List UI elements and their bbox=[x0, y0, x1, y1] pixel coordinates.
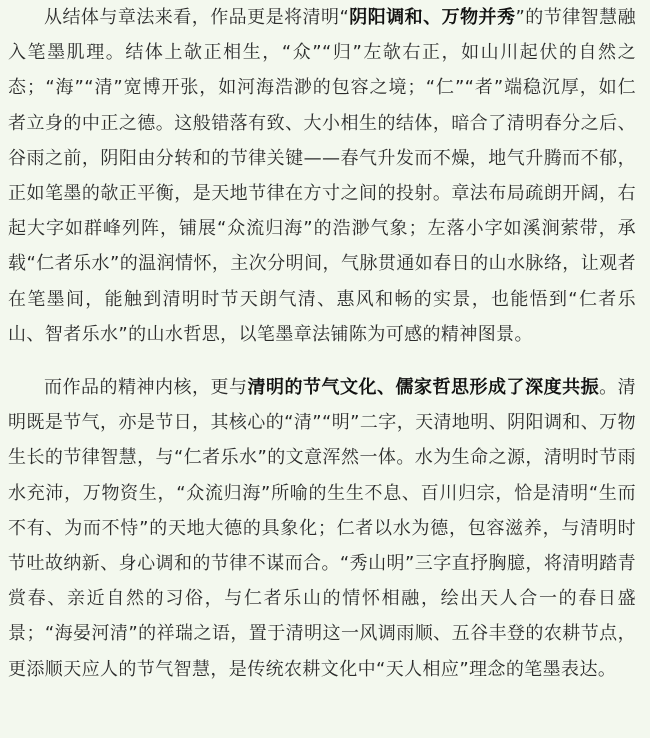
paragraph-spiritual-core bbox=[8, 370, 636, 687]
bold-phrase: 阴阳调和、万物并秀 bbox=[349, 7, 516, 28]
paragraph-structure-composition bbox=[8, 0, 636, 352]
paragraph-text: 。清明既是节气，亦是节日，其核心的“清”“明”二字，天清地明、阴阳调和、万物生长的节律智慧，与“仁者乐水”的文意浑然一体。水为生命之源，清明时节雨水充沛，万物资生，“众流归海”所喻的生生不息、百川归宗，恰是清明“生而不有、为而不恃”的天地大德的具象化；仁者以水为德，包容滋养，与清明时节吐故纳新、身心调和的节律不谋而合。“秀山明”三字直抒胸臆，将清明踏青赏春、亲近自然的习俗，与仁者乐山的情怀相融，绘出天人合一的春日盛景；“海晏河清”的祥瑞之语，置于清明这一风调雨顺、五谷丰登的农耕节点，更添顺天应人的节气智慧，是传统农耕文化中“天人相应”理念的笔墨表达。 bbox=[8, 377, 636, 680]
bold-phrase: 清明的节气文化、儒家哲思形成了深度共振 bbox=[247, 377, 600, 399]
paragraph-text: 从结体与章法来看，作品更是将清明“ bbox=[44, 7, 350, 28]
paragraph-text: ”的节律智慧融入笔墨肌理。结体上欹正相生，“众”“归”左欹右正，如山川起伏的自然之态；“海”“清”宽博开张，如河海浩渺的包容之境；“仁”“者”端稳沉厚，如仁者立身的中正之德。这般错落有致、大小相生的结体，暗合了清明春分之后、谷雨之前，阴阳由分转和的节律关键——春气升发而不燥，地气升腾而不郁，正如笔墨的欹正平衡，是天地节律在方寸之间的投射。章法布局疏朗开阔，右起大字如群峰列阵，铺展“众流归海”的浩渺气象；左落小字如溪涧萦带，承载“仁者乐水”的温润情怀，主次分明间，气脉贯通如春日的山水脉络，让观者在笔墨间，能触到清明时节天朗气清、惠风和畅的实景，也能悟到“仁者乐山、智者乐水”的山水哲思，以笔墨章法铺陈为可感的精神图景。 bbox=[8, 7, 637, 345]
paragraph-text: 而作品的精神内核，更与 bbox=[44, 377, 248, 399]
